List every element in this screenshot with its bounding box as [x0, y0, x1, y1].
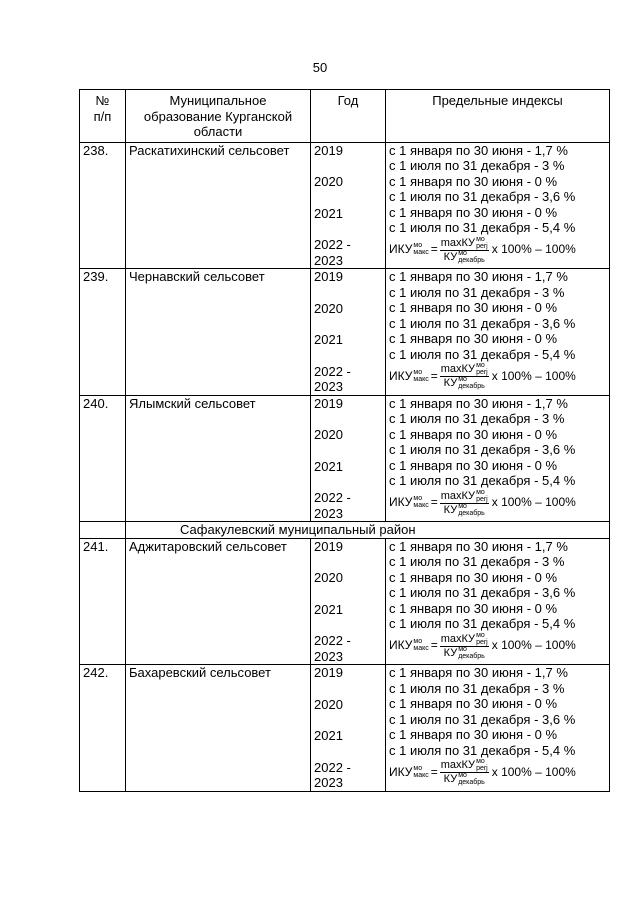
formula-num-sup: мо: [476, 362, 485, 369]
year-label: 2022 -: [314, 363, 351, 379]
formula-den-text: КУ: [443, 646, 458, 659]
region-row: [80, 522, 610, 539]
row-number: 238.: [80, 142, 126, 269]
municipality-name: Раскатихинский сельсовет: [126, 142, 311, 269]
formula-den-sup: мо: [458, 376, 467, 383]
formula-fraction: [440, 363, 489, 390]
formula-den-scripts: [458, 377, 485, 390]
row-number: 240.: [80, 395, 126, 522]
year-label: 2022 -: [314, 490, 351, 505]
formula-den-text: КУ: [443, 377, 458, 389]
formula-tail: х 100% – 100%: [491, 242, 576, 257]
year-cell: [311, 538, 386, 665]
region-header: Сафакулевский муниципальный район: [126, 522, 610, 539]
formula-equals: =: [430, 242, 438, 257]
region-empty-cell: [80, 522, 126, 539]
formula-lhs-scripts: [413, 369, 428, 383]
formula-denominator: [443, 504, 486, 517]
formula: [389, 490, 606, 517]
index-line: с 1 января по 30 июня - 0 %: [389, 727, 558, 742]
index-line: с 1 января по 30 июня - 0 %: [389, 696, 558, 711]
year-label: 2022 -: [314, 633, 351, 648]
year-label: 2021: [314, 728, 343, 743]
formula-num-sup: мо: [476, 758, 485, 765]
year-label: 2021: [314, 332, 343, 347]
formula-lhs: [389, 765, 429, 781]
formula-lhs-sup: мо: [413, 495, 423, 503]
year-label: 2023: [314, 648, 343, 664]
formula-den-sub: декабрь: [458, 652, 485, 660]
formula-lhs: [389, 242, 429, 258]
year-label: 2020: [314, 570, 343, 585]
formula-den-sub: декабрь: [458, 383, 485, 390]
formula-lhs-sup: мо: [413, 368, 423, 376]
formula-lhs-scripts: [413, 638, 428, 652]
index-line: с 1 июля по 31 декабря - 5,4 %: [389, 346, 576, 362]
formula-fraction: [440, 490, 489, 517]
formula-numerator: [440, 633, 489, 647]
formula-den-sub: декабрь: [458, 509, 485, 517]
formula-tail: х 100% – 100%: [491, 638, 576, 653]
formula-lhs-scripts: [413, 765, 428, 779]
indices-cell: [386, 395, 610, 522]
formula-den-sup: мо: [458, 772, 467, 779]
formula-den-scripts: [458, 504, 485, 517]
year-label: 2019: [314, 538, 343, 554]
formula-lhs-text: ИКУ: [389, 638, 413, 653]
formula-lhs-sub: макс: [413, 645, 429, 653]
page-number: 50: [312, 60, 328, 75]
formula-num-scripts: [476, 363, 488, 376]
indices-cell: [386, 269, 610, 396]
year-cell: [311, 142, 386, 269]
year-label: 2020: [314, 174, 343, 189]
formula-tail: х 100% – 100%: [491, 368, 576, 383]
formula-den-text: КУ: [443, 250, 458, 263]
formula-den-sup: мо: [458, 645, 467, 653]
index-line: с 1 июля по 31 декабря - 3 %: [389, 284, 565, 300]
index-line: с 1 июля по 31 декабря - 5,4 %: [389, 473, 576, 488]
year-cell: [311, 395, 386, 522]
indices-cell: [386, 665, 610, 792]
formula-tail: х 100% – 100%: [491, 764, 576, 779]
formula-numerator: [440, 237, 489, 251]
index-line: с 1 июля по 31 декабря - 3,6 %: [389, 585, 576, 600]
index-line: с 1 июля по 31 декабря - 3 %: [389, 554, 565, 569]
year-label: 2019: [314, 142, 343, 158]
formula-num-sup: мо: [476, 488, 485, 496]
formula-denominator: [443, 251, 486, 264]
index-line: с 1 июля по 31 декабря - 5,4 %: [389, 616, 576, 631]
formula-den-scripts: [458, 251, 485, 264]
index-line: с 1 июля по 31 декабря - 5,4 %: [389, 742, 576, 758]
year-label: 2019: [314, 395, 343, 411]
indices-table: [79, 89, 610, 792]
formula-lhs-sub: макс: [413, 249, 429, 257]
year-label: 2023: [314, 252, 343, 268]
year-label: 2020: [314, 300, 343, 316]
formula-num-sup: мо: [476, 235, 485, 243]
header-year: Год: [311, 90, 386, 143]
year-cell: [311, 665, 386, 792]
table-header-row: [80, 90, 610, 143]
formula-lhs-sub: макс: [413, 375, 429, 383]
formula-lhs-text: ИКУ: [389, 764, 413, 779]
formula-den-text: КУ: [443, 773, 458, 785]
index-line: с 1 июля по 31 декабря - 3,6 %: [389, 711, 576, 727]
formula-lhs-text: ИКУ: [389, 242, 413, 257]
formula-den-sub: декабрь: [458, 256, 485, 264]
header-indices: Предельные индексы: [386, 90, 610, 143]
municipality-name: Чернавский сельсовет: [126, 269, 311, 396]
index-line: с 1 января по 30 июня - 0 %: [389, 331, 558, 346]
index-line: с 1 июля по 31 декабря - 3,6 %: [389, 315, 576, 331]
indices-cell: [386, 538, 610, 665]
formula-num-text: maxКУ: [440, 632, 476, 645]
year-label: 2021: [314, 601, 343, 617]
year-label: 2020: [314, 427, 343, 442]
index-line: с 1 января по 30 июня - 1,7 %: [389, 269, 568, 284]
index-line: с 1 января по 30 июня - 1,7 %: [389, 395, 568, 411]
index-line: с 1 июля по 31 декабря - 3 %: [389, 411, 565, 426]
formula-num-scripts: [476, 237, 488, 250]
index-line: с 1 июля по 31 декабря - 3,6 %: [389, 189, 576, 204]
table-row: [80, 395, 610, 522]
formula: [389, 759, 606, 786]
formula-num-sup: мо: [476, 631, 485, 639]
formula-num-sub: perj: [476, 765, 488, 772]
index-line: с 1 января по 30 июня - 0 %: [389, 173, 558, 189]
formula-den-sub: декабрь: [458, 779, 485, 786]
year-label: 2020: [314, 696, 343, 712]
formula-lhs-text: ИКУ: [389, 368, 413, 383]
formula-den-scripts: [458, 773, 485, 786]
formula: [389, 363, 606, 390]
header-num: № п/п: [80, 90, 126, 143]
formula-den-sup: мо: [458, 502, 467, 510]
year-label: 2021: [314, 458, 343, 474]
table-row: [80, 538, 610, 665]
index-line: с 1 июля по 31 декабря - 5,4 %: [389, 220, 576, 235]
index-line: с 1 января по 30 июня - 0 %: [389, 426, 558, 442]
year-label: 2023: [314, 505, 343, 521]
formula-num-text: maxКУ: [440, 759, 476, 771]
formula-fraction: [440, 237, 489, 264]
formula-equals: =: [430, 495, 438, 510]
formula-num-text: maxКУ: [440, 236, 476, 249]
index-line: с 1 июля по 31 декабря - 3 %: [389, 680, 565, 696]
table-row: [80, 269, 610, 396]
index-line: с 1 января по 30 июня - 1,7 %: [389, 142, 568, 158]
formula-lhs-sup: мо: [413, 764, 423, 772]
year-label: 2021: [314, 205, 343, 221]
formula-denominator: [443, 773, 486, 786]
formula: [389, 633, 606, 660]
municipality-name: Ялымский сельсовет: [126, 395, 311, 522]
formula-lhs-scripts: [413, 495, 428, 509]
formula-denominator: [443, 647, 486, 660]
formula-num-scripts: [476, 633, 488, 646]
formula-equals: =: [430, 764, 438, 779]
table-row: [80, 142, 610, 269]
index-line: с 1 января по 30 июня - 0 %: [389, 600, 558, 616]
year-label: 2023: [314, 775, 343, 790]
formula-fraction: [440, 759, 489, 786]
index-line: с 1 января по 30 июня - 0 %: [389, 457, 558, 473]
formula-den-scripts: [458, 647, 485, 660]
year-cell: [311, 269, 386, 396]
index-line: с 1 января по 30 июня - 0 %: [389, 300, 558, 315]
index-line: с 1 января по 30 июня - 1,7 %: [389, 665, 568, 680]
row-number: 241.: [80, 538, 126, 665]
year-label: 2019: [314, 665, 343, 680]
formula-num-sub: perj: [476, 242, 488, 250]
formula-num-text: maxКУ: [440, 489, 476, 502]
formula-lhs: [389, 369, 429, 385]
formula-lhs-scripts: [413, 242, 428, 256]
formula-fraction: [440, 633, 489, 660]
formula-num-sub: perj: [476, 638, 488, 646]
formula-lhs-sup: мо: [413, 242, 423, 250]
formula: [389, 237, 606, 264]
formula-den-sup: мо: [458, 249, 467, 257]
formula-num-scripts: [476, 759, 488, 772]
formula-lhs: [389, 495, 429, 511]
year-label: 2023: [314, 379, 343, 394]
header-municipality: Муниципальное образование Курганской области: [126, 90, 311, 143]
row-number: 239.: [80, 269, 126, 396]
formula-numerator: [440, 759, 489, 773]
formula-numerator: [440, 363, 489, 377]
index-line: с 1 июля по 31 декабря - 3 %: [389, 158, 565, 173]
index-line: с 1 января по 30 июня - 0 %: [389, 204, 558, 220]
formula-lhs-sup: мо: [413, 638, 423, 646]
formula-num-sub: perj: [476, 495, 488, 503]
formula-equals: =: [430, 368, 438, 383]
formula-tail: х 100% – 100%: [491, 495, 576, 510]
year-label: 2022 -: [314, 237, 351, 252]
formula-lhs-text: ИКУ: [389, 495, 413, 510]
formula-den-text: КУ: [443, 503, 458, 516]
year-label: 2019: [314, 269, 343, 284]
formula-num-scripts: [476, 490, 488, 503]
formula-lhs-sub: макс: [413, 502, 429, 510]
formula-num-sub: perj: [476, 369, 488, 376]
formula-lhs: [389, 638, 429, 654]
municipality-name: Аджитаровский сельсовет: [126, 538, 311, 665]
formula-equals: =: [430, 638, 438, 653]
year-label: 2022 -: [314, 759, 351, 775]
formula-lhs-sub: макс: [413, 771, 429, 779]
table-row: [80, 665, 610, 792]
formula-num-text: maxКУ: [440, 363, 476, 375]
index-line: с 1 июля по 31 декабря - 3,6 %: [389, 442, 576, 457]
index-line: с 1 января по 30 июня - 0 %: [389, 569, 558, 585]
formula-denominator: [443, 377, 486, 390]
municipality-name: Бахаревский сельсовет: [126, 665, 311, 792]
index-line: с 1 января по 30 июня - 1,7 %: [389, 538, 568, 554]
row-number: 242.: [80, 665, 126, 792]
indices-cell: [386, 142, 610, 269]
formula-numerator: [440, 490, 489, 504]
